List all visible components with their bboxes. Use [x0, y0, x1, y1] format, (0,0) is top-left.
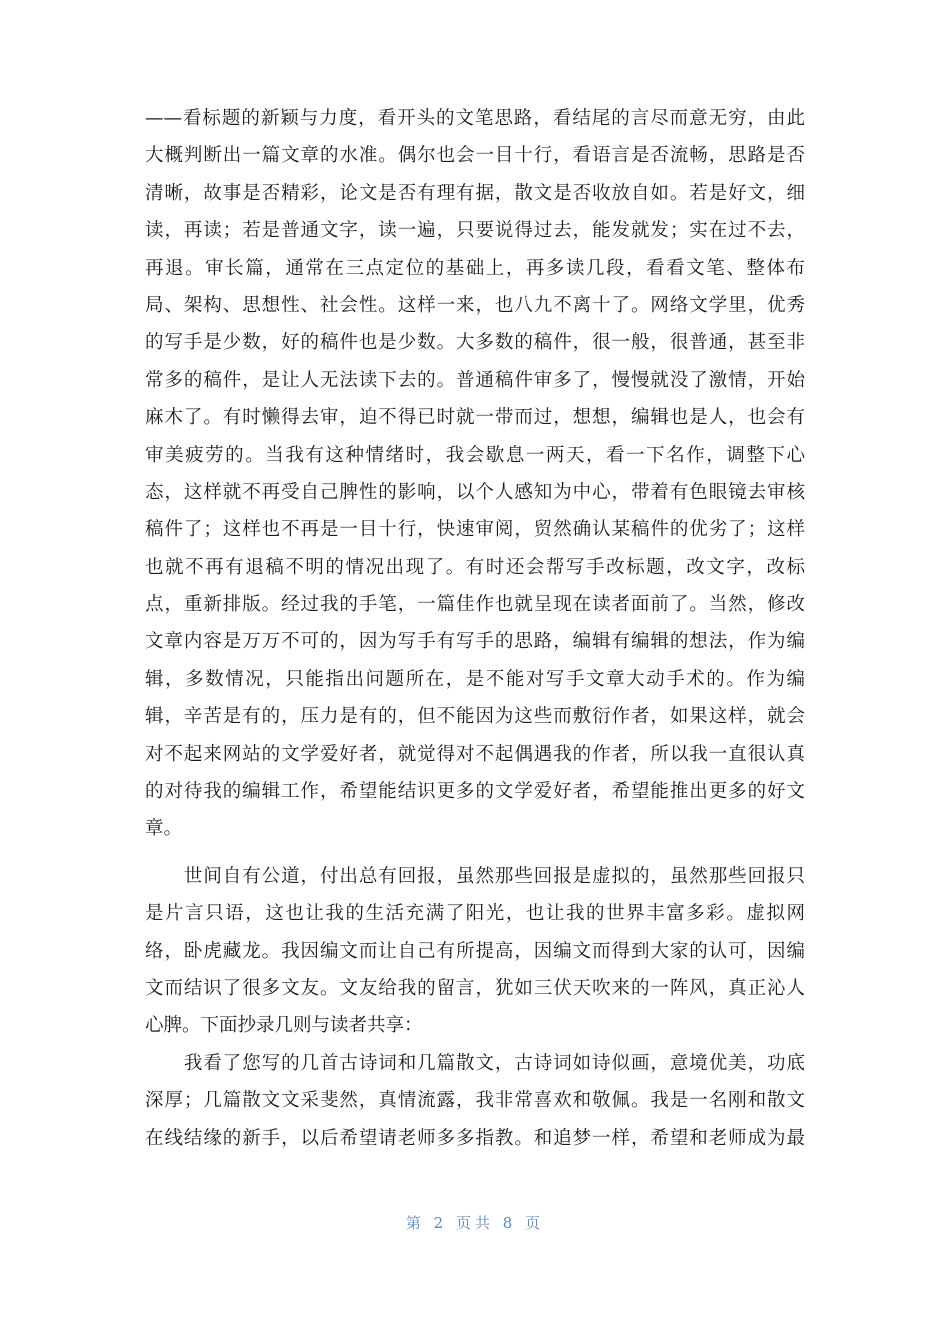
paragraph	[145, 100, 805, 848]
text-line: 读，再读；若是普通文字，读一遍，只要说得过去，能发就发；实在过不去，	[145, 220, 805, 242]
text-line: 对不起来网站的文学爱好者，就觉得对不起偶遇我的作者，所以我一直很认真	[145, 743, 805, 765]
text-line: 常多的稿件，是让人无法读下去的。普通稿件审多了，慢慢就没了激情，开始	[145, 369, 805, 391]
text-line: 世间自有公道，付出总有回报，虽然那些回报是虚拟的，虽然那些回报只	[145, 865, 805, 887]
text-line: 深厚；几篇散文文采斐然，真情流露，我非常喜欢和敬佩。我是一名刚和散文	[145, 1090, 805, 1112]
text-line: 稿件了；这样也不再是一目十行，快速审阅，贸然确认某稿件的优劣了；这样	[145, 519, 805, 541]
text-line: 辑，多数情况，只能指出问题所在，是不能对写手文章大动手术的。作为编	[145, 668, 805, 690]
text-line: 的对待我的编辑工作，希望能结识更多的文学爱好者，希望能推出更多的好文	[145, 781, 805, 803]
text-line: 点，重新排版。经过我的手笔，一篇佳作也就呈现在读者面前了。当然，修改	[145, 594, 805, 616]
text-line: 的写手是少数，好的稿件也是少数。大多数的稿件，很一般，很普通，甚至非	[145, 332, 805, 354]
text-line: 也就不再有退稿不明的情况出现了。有时还会帮写手改标题，改文字，改标	[145, 556, 805, 578]
text-line: 麻木了。有时懒得去审，迫不得已时就一带而过，想想，编辑也是人，也会有	[145, 407, 805, 429]
text-line: 态，这样就不再受自己脾性的影响，以个人感知为中心，带着有色眼镜去审核	[145, 481, 805, 503]
text-line: ——看标题的新颖与力度，看开头的文笔思路，看结尾的言尽而意无穷，由此	[145, 108, 805, 129]
text-line: 文章内容是万万不可的，因为写手有写手的思路，编辑有编辑的想法，作为编	[145, 631, 805, 653]
paragraph	[145, 1045, 805, 1157]
text-line: 是片言只语，这也让我的生活充满了阳光，也让我的世界丰富多彩。虚拟网	[145, 903, 805, 925]
paragraph	[145, 858, 805, 1045]
text-line: 络，卧虎藏龙。我因编文而让自己有所提高，因编文而得到大家的认可，因编	[145, 940, 805, 962]
text-line: 辑，辛苦是有的，压力是有的，但不能因为这些而敷衍作者，如果这样，就会	[145, 706, 805, 728]
paragraph-gap	[145, 848, 805, 858]
text-line: 章。	[145, 818, 183, 840]
page-number: 第 2 页共 8 页	[405, 1214, 545, 1232]
text-line: 文而结识了很多文友。文友给我的留言，犹如三伏天吹来的一阵风，真正沁人	[145, 977, 805, 999]
text-line: 再退。审长篇，通常在三点定位的基础上，再多读几段，看看文笔、整体布	[145, 257, 805, 279]
text-line: 局、架构、思想性、社会性。这样一来，也八九不离十了。网络文学里，优秀	[145, 294, 805, 316]
text-line: 大概判断出一篇文章的水准。偶尔也会一目十行，看语言是否流畅，思路是否	[145, 145, 805, 167]
text-line: 清晰，故事是否精彩，论文是否有理有据，散文是否收放自如。若是好文，细	[145, 182, 805, 204]
text-line: 在线结缘的新手，以后希望请老师多多指教。和追梦一样，希望和老师成为最	[145, 1127, 805, 1149]
document-body	[145, 100, 805, 1157]
text-line: 我看了您写的几首古诗词和几篇散文，古诗词如诗似画，意境优美，功底	[145, 1052, 805, 1074]
text-line: 心脾。下面抄录几则与读者共享：	[145, 1015, 423, 1037]
text-line: 审美疲劳的。当我有这种情绪时，我会歇息一两天，看一下名作，调整下心	[145, 444, 805, 466]
